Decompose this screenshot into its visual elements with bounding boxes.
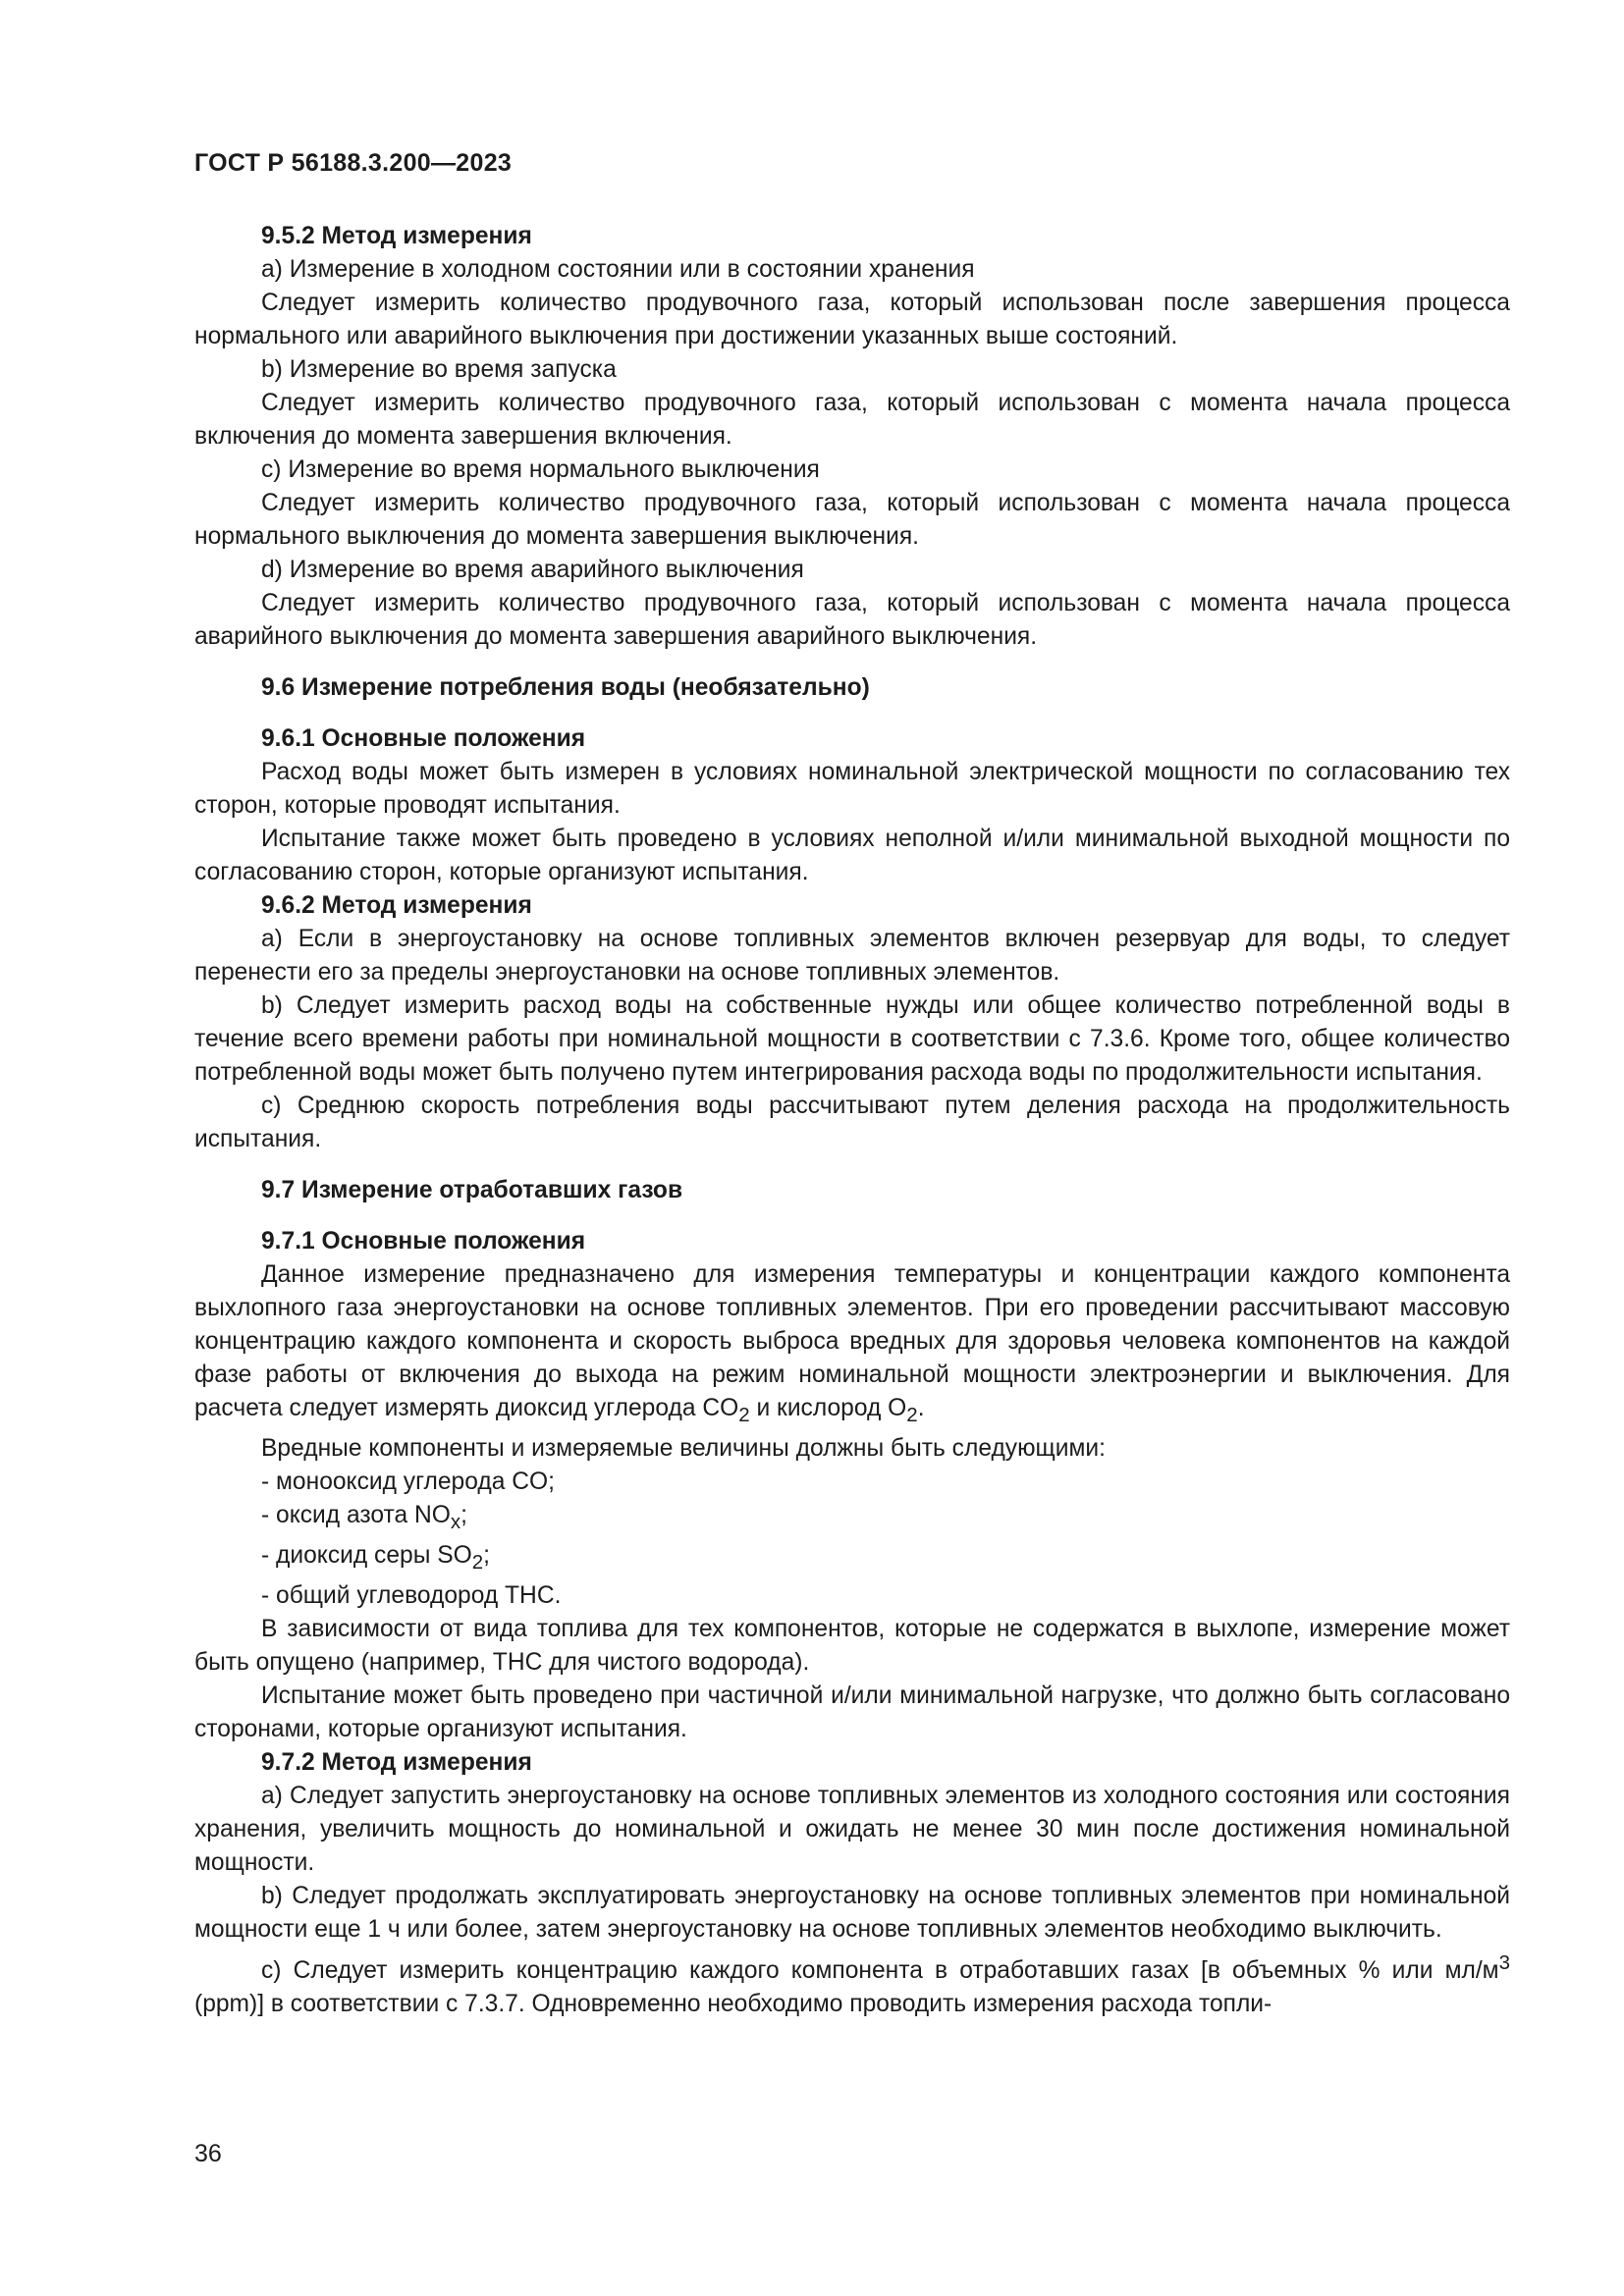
document-header: ГОСТ Р 56188.3.200—2023 (194, 149, 513, 177)
subscript-x: x (450, 1510, 461, 1533)
item-9-7-2-c-end: (ppm)] в соответствии с 7.3.7. Одновременно необходимо проводить измерения расхода топли- (194, 1990, 1272, 2017)
list-item-so2-end: ; (483, 1541, 490, 1569)
heading-9-7-1: 9.7.1 Основные положения (261, 1228, 586, 1255)
heading-9-6-1: 9.6.1 Основные положения (261, 725, 586, 752)
heading-9-7-2: 9.7.2 Метод измерения (261, 1748, 532, 1776)
paragraph-9-7-1-1-main: Данное измерение предназначено для измерения температуры и концентрации каждого компонента выхлопного газа энергоустановки на основе топливных элементов. При его проведении рассчитывают массовую концентрацию каждого компонента и скорость выброса вредных для здоровья человека компонентов на каждой фазе работы от включения до выхода на режим номинальной мощности электроэнергии и выключения. Для расчета следует измерять диоксид углерода CO (194, 1261, 1510, 1421)
paragraph-9-6-1-2: Испытание также может быть проведено в условиях неполной и/или минимальной выходной мощности по согласованию сторон, которые организуют испытания. (194, 826, 1510, 885)
list-item-co: - монооксид углерода CO; (261, 1468, 555, 1495)
item-9-7-2-a: a) Следует запустить энергоустановку на основе топливных элементов из холодного состояния или состояния хранения, увеличить мощность до номинальной и ожидать не менее 30 мин после достижения номинальной мощности. (194, 1782, 1510, 1876)
list-item-nox (194, 1499, 1510, 1539)
paragraph-9-7-1-1-end: . (917, 1395, 925, 1421)
superscript-3: 3 (1498, 1950, 1510, 1974)
paragraph-9-7-1-1-and: и кислород O (749, 1395, 907, 1421)
item-9-5-2-d-title: d) Измерение во время аварийного выключения (261, 557, 804, 583)
paragraph-9-7-1-4: Испытание может быть проведено при частичной и/или минимальной нагрузке, что должно быть согласовано сторонами, которые организуют испытания. (194, 1682, 1510, 1742)
item-9-5-2-a-text: Следует измерить количество продувочного газа, который использован после завершения процесса нормального или аварийного выключения при достижении указанных выше состояний. (194, 290, 1510, 349)
item-9-5-2-c-text: Следует измерить количество продувочного газа, который использован с момента начала процесса нормального выключения до момента завершения выключения. (194, 490, 1510, 550)
heading-9-6-2: 9.6.2 Метод измерения (261, 892, 532, 919)
item-9-5-2-b-text: Следует измерить количество продувочного газа, который использован с момента начала процесса включения до момента завершения включения. (194, 390, 1510, 450)
heading-9-7: 9.7 Измерение отработавших газов (261, 1177, 683, 1203)
item-9-7-2-b: b) Следует продолжать эксплуатировать энергоустановку на основе топливных элементов при номинальной мощности еще 1 ч или более, затем энергоустановку на основе топливных элементов необходимо выключить. (194, 1882, 1510, 1943)
item-9-5-2-d-text: Следует измерить количество продувочного газа, который использован с момента начала процесса аварийного выключения до момента завершения аварийного выключения. (194, 590, 1510, 650)
list-item-so2-text: - диоксид серы SO (261, 1541, 472, 1569)
paragraph-9-7-1-2: Вредные компоненты и измеряемые величины должны быть следующими: (261, 1434, 1106, 1462)
paragraph-9-7-1-1 (194, 1258, 1510, 1432)
subscript-co2: 2 (738, 1403, 750, 1426)
item-9-6-2-b: b) Следует измерить расход воды на собственные нужды или общее количество потребленной воды в течение всего времени работы при номинальной мощности в соответствии с 7.3.6. Кроме того, общее количество потребленной воды может быть получено путем интегрирования расхода воды по продолжительности испытания. (194, 992, 1510, 1086)
item-9-7-2-c (194, 1947, 1510, 2021)
page-number: 36 (194, 2140, 222, 2167)
list-item-thc: - общий углеводород THC. (261, 1581, 562, 1609)
item-9-5-2-b-title: b) Измерение во время запуска (261, 356, 617, 383)
item-9-6-2-c: c) Среднюю скорость потребления воды рассчитывают путем деления расхода на продолжительность испытания. (194, 1093, 1510, 1152)
paragraph-9-6-1-1: Расход воды может быть измерен в условиях номинальной электрической мощности по согласованию тех сторон, которые проводят испытания. (194, 759, 1510, 819)
item-9-7-2-c-text: c) Следует измерить концентрацию каждого компонента в отработавших газах [в объемных % или мл/м (261, 1956, 1499, 1984)
heading-9-6: 9.6 Измерение потребления воды (необязательно) (261, 674, 870, 701)
subscript-so2: 2 (471, 1550, 484, 1574)
list-item-nox-end: ; (460, 1501, 467, 1528)
item-9-5-2-c-title: c) Измерение во время нормального выключения (261, 456, 820, 483)
document-body (194, 220, 1510, 2021)
item-9-6-2-a: a) Если в энергоустановку на основе топливных элементов включен резервуар для воды, то следует перенести его за пределы энергоустановки на основе топливных элементов. (194, 926, 1510, 986)
subscript-o2: 2 (906, 1403, 918, 1426)
list-item-so2 (194, 1539, 1510, 1579)
list-item-nox-text: - оксид азота NO (261, 1501, 451, 1528)
paragraph-9-7-1-3: В зависимости от вида топлива для тех компонентов, которые не содержатся в выхлопе, измерение может быть опущено (например, THC для чистого водорода). (194, 1615, 1510, 1676)
heading-9-5-2: 9.5.2 Метод измерения (261, 223, 532, 249)
item-9-5-2-a-title: a) Измерение в холодном состоянии или в состоянии хранения (261, 256, 975, 283)
